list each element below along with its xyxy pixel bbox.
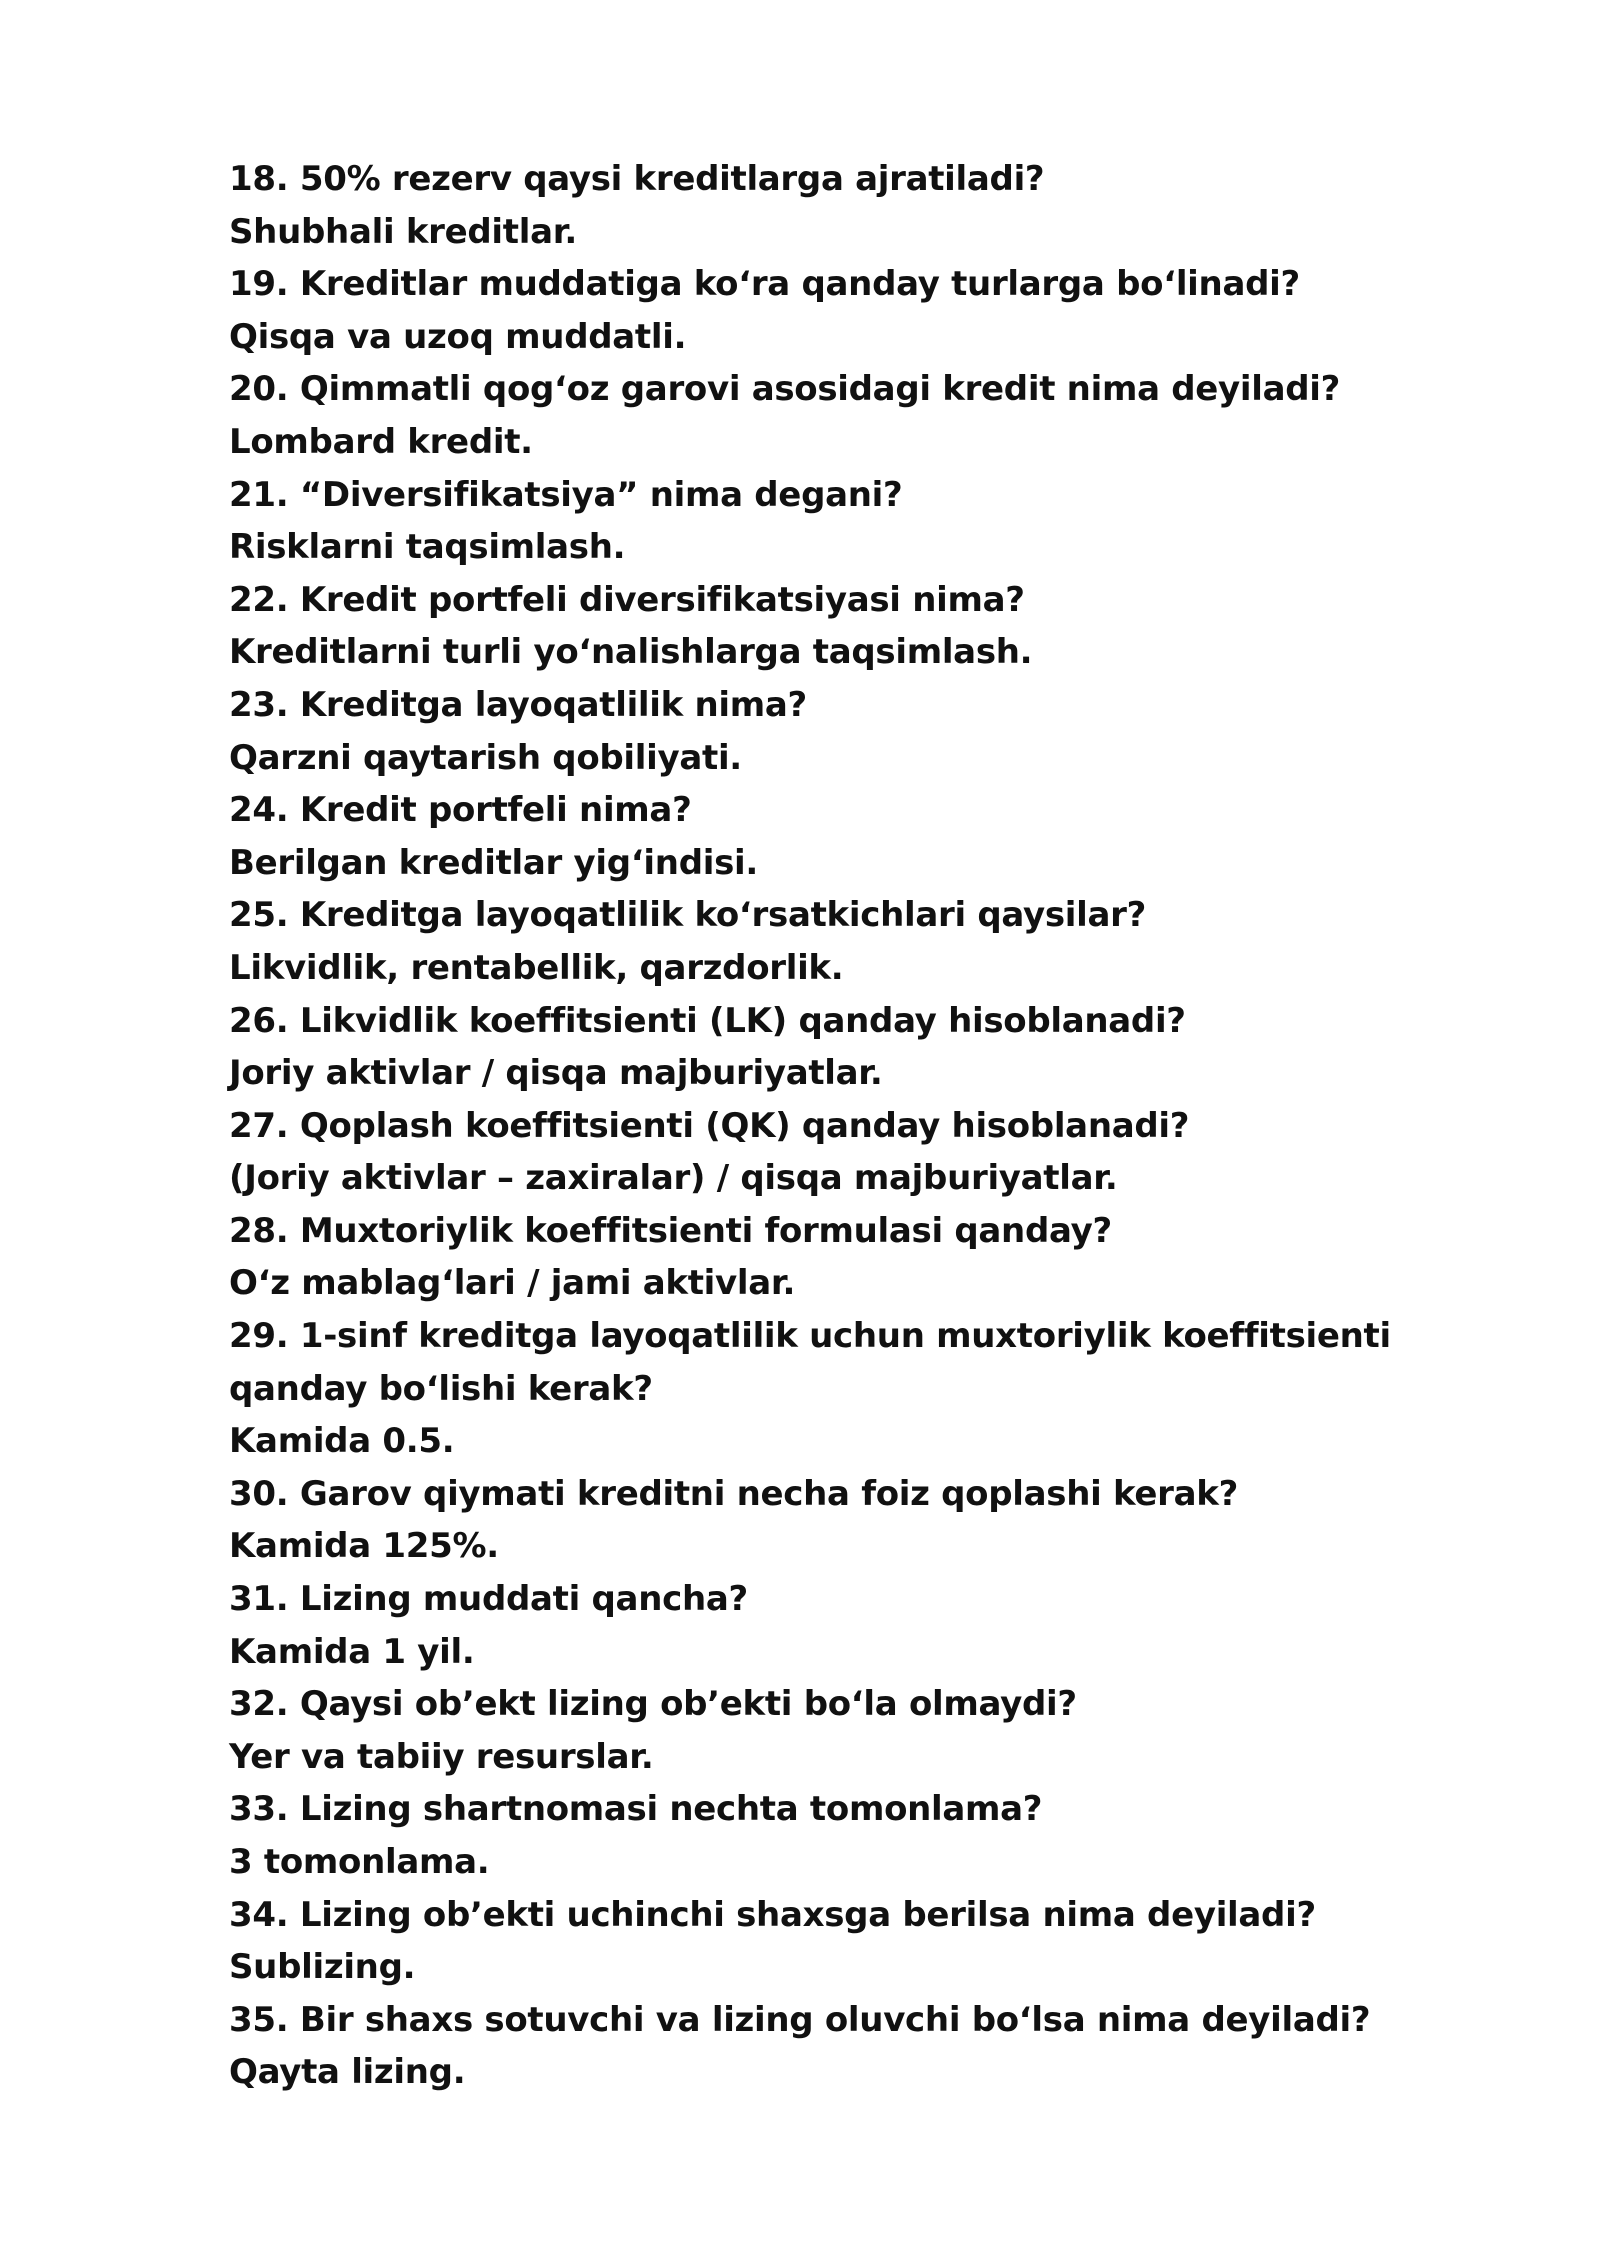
answer: Kamida 0.5.: [229, 1421, 455, 1462]
question: 27. Qoplash koeffitsienti (QK) qanday hisoblanadi?: [229, 1105, 1190, 1146]
answer: Joriy aktivlar / qisqa majburiyatlar.: [229, 1053, 883, 1094]
qa-item: [229, 889, 1489, 994]
question: 30. Garov qiymati kreditni necha foiz qoplashi kerak?: [229, 1473, 1238, 1514]
question: 31. Lizing muddati qancha?: [229, 1579, 748, 1620]
question: 35. Bir shaxs sotuvchi va lizing oluvchi bo‘lsa nima deyiladi?: [229, 1999, 1371, 2040]
question: 26. Likvidlik koeffitsienti (LK) qanday hisoblanadi?: [229, 1000, 1186, 1041]
document-page: [229, 153, 1489, 2099]
qa-item: [229, 995, 1489, 1100]
qa-item: [229, 469, 1489, 574]
qa-item: [229, 1783, 1489, 1888]
question: 21. “Diversifikatsiya” nima degani?: [229, 474, 903, 515]
qa-item: [229, 1205, 1489, 1310]
qa-item: [229, 574, 1489, 679]
answer: (Joriy aktivlar – zaxiralar) / qisqa majburiyatlar.: [229, 1158, 1118, 1199]
qa-item: [229, 363, 1489, 468]
question: 20. Qimmatli qog‘oz garovi asosidagi kredit nima deyiladi?: [229, 369, 1341, 410]
answer: Lombard kredit.: [229, 421, 533, 462]
question: 25. Kreditga layoqatlilik ko‘rsatkichlari qaysilar?: [229, 895, 1147, 936]
qa-item: [229, 1889, 1489, 1994]
answer: Shubhali kreditlar.: [229, 211, 577, 252]
qa-item: [229, 1468, 1489, 1573]
question: 33. Lizing shartnomasi nechta tomonlama?: [229, 1789, 1043, 1830]
qa-item: [229, 1994, 1489, 2099]
answer: Kamida 1 yil.: [229, 1631, 475, 1672]
qa-item: [229, 784, 1489, 889]
answer: Qayta lizing.: [229, 2052, 466, 2093]
qa-item: [229, 1310, 1489, 1468]
qa-item: [229, 1678, 1489, 1783]
answer: Berilgan kreditlar yig‘indisi.: [229, 842, 758, 883]
answer: O‘z mablag‘lari / jami aktivlar.: [229, 1263, 796, 1304]
answer: Risklarni taqsimlash.: [229, 527, 626, 568]
answer: Qarzni qaytarish qobiliyati.: [229, 737, 742, 778]
question: 19. Kreditlar muddatiga ko‘ra qanday turlarga bo‘linadi?: [229, 264, 1300, 305]
question: 22. Kredit portfeli diversifikatsiyasi nima?: [229, 579, 1025, 620]
qa-item: [229, 1100, 1489, 1205]
question: 34. Lizing ob’ekti uchinchi shaxsga berilsa nima deyiladi?: [229, 1894, 1316, 1935]
answer: Sublizing.: [229, 1947, 416, 1988]
answer: Yer va tabiiy resurslar.: [229, 1736, 654, 1777]
qa-item: [229, 679, 1489, 784]
answer: Kreditlarni turli yo‘nalishlarga taqsimlash.: [229, 632, 1033, 673]
qa-item: [229, 258, 1489, 363]
answer: Kamida 125%.: [229, 1526, 499, 1567]
question: 23. Kreditga layoqatlilik nima?: [229, 684, 807, 725]
answer: Likvidlik, rentabellik, qarzdorlik.: [229, 947, 844, 988]
question: 24. Kredit portfeli nima?: [229, 790, 692, 831]
question: 28. Muxtoriylik koeffitsienti formulasi qanday?: [229, 1210, 1112, 1251]
qa-item: [229, 153, 1489, 258]
question: 29. 1-sinf kreditga layoqatlilik uchun muxtoriylik koeffitsienti qanday bo‘lishi kerak?: [229, 1316, 1391, 1409]
qa-item: [229, 1573, 1489, 1678]
answer: Qisqa va uzoq muddatli.: [229, 316, 687, 357]
answer: 3 tomonlama.: [229, 1842, 490, 1882]
question: 32. Qaysi ob’ekt lizing ob’ekti bo‘la olmaydi?: [229, 1684, 1077, 1725]
question: 18. 50% rezerv qaysi kreditlarga ajratiladi?: [229, 159, 1045, 199]
